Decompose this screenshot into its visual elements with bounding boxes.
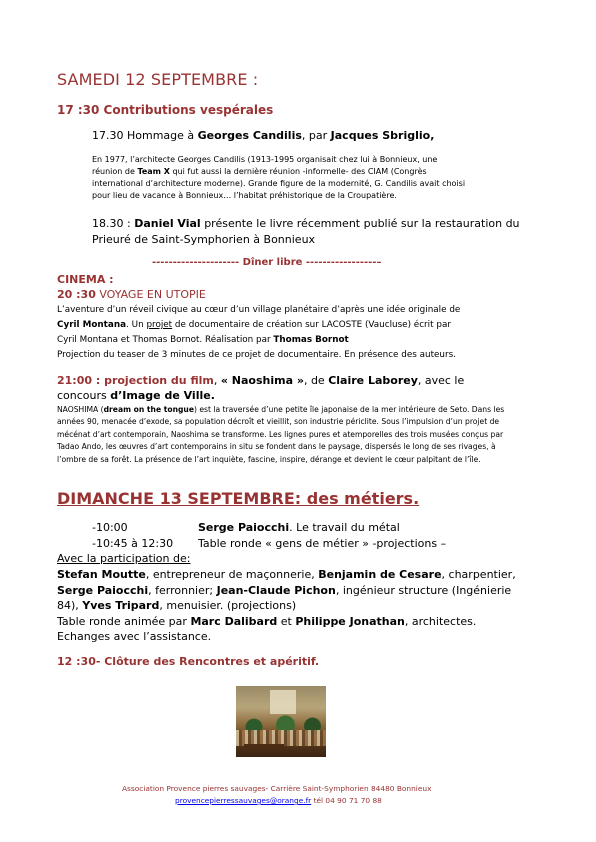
participant-name: Stefan Moutte (57, 568, 146, 581)
hommage-by: , par (301, 129, 331, 142)
naoshima-desc-line: l’ombre de sa forêt. La présence de l’art inquiète, fascine, inspire, dérange et devient le cœur palpitant de l’île. (57, 454, 481, 464)
naoshima-image: d’Image de Ville. (110, 389, 215, 402)
naoshima-desc: ) est la traversée d’une petite île japonaise de la mer intérieure de Seto. Dans les (193, 405, 505, 414)
cloture: 12 :30- Clôture des Rencontres et apéritif. (57, 655, 320, 668)
hommage-speaker: Jacques Sbriglio, (330, 129, 435, 142)
saturday-heading: SAMEDI 12 SEPTEMBRE : (57, 70, 259, 89)
sunday-heading: DIMANCHE 13 SEPTEMBRE: des métiers. (57, 489, 420, 508)
team-x: Team X (137, 167, 170, 176)
participation-label: Avec la participation de: (57, 552, 191, 565)
vial-text: présente le livre récemment publié sur la restauration du (200, 217, 520, 230)
participants-line: Echanges avec l’assistance. (57, 630, 212, 643)
row1-name: Serge Paiocchi (198, 521, 290, 534)
naoshima-desc-line: mécénat d’art contemporain, Naoshima se transforme. Les lignes pures et atemporelles des trois musées conçus par (57, 429, 504, 439)
naoshima-sep: , (213, 374, 221, 387)
diner-separator: --------------------- Dîner libre -----------------– (152, 257, 382, 268)
footer-contact (175, 796, 382, 805)
session-title-contributions: 17 :30 Contributions vespérales (57, 103, 274, 117)
participant-role: Table ronde animée par (57, 614, 191, 628)
footer-address: Association Provence pierres sauvages- Carrière Saint-Symphorien 84480 Bonnieux (122, 784, 432, 793)
participant-name: Serge Paiocchi (57, 583, 149, 597)
participant-name: Philippe Jonathan (295, 614, 405, 628)
participants-line (57, 567, 516, 583)
candilis-text: qui fut aussi la dernière réunion -informelle- des CIAM (Congrès (169, 167, 427, 176)
participant-name: Jean-Claude Pichon (216, 583, 336, 597)
participant-role: , architectes. (404, 614, 477, 628)
participants-line (57, 598, 516, 614)
naoshima-paragraph (57, 404, 504, 466)
utopie-name: Thomas Bornot (273, 335, 349, 345)
footer-phone: tél 04 90 71 70 88 (311, 796, 382, 805)
event-photo (236, 686, 326, 757)
participant-role: , charpentier, (441, 568, 516, 581)
utopie-name: Cyril Montana (57, 320, 127, 330)
sunday-row-2-time: -10:45 à 12:30 (92, 537, 174, 550)
utopie-line (57, 333, 460, 348)
cinema-title: VOYAGE EN UTOPIE (95, 288, 206, 301)
photo-table (244, 744, 284, 750)
naoshima-desc-line: années 90, menacée d’exode, sa population décroît et vieillit, son industrie périclite. Sous l’impulsion d’un projet de (57, 417, 500, 427)
naoshima-avec: , avec le (417, 374, 465, 387)
naoshima-de: , de (303, 374, 329, 387)
utopie-line (57, 318, 460, 333)
participant-role: , ingénieur structure (Ingénierie (335, 583, 512, 597)
participant-role: et (277, 614, 296, 628)
candilis-text: réunion de (92, 167, 138, 176)
participants-line (57, 583, 516, 599)
naoshima-line-1 (57, 373, 464, 388)
candilis-line (92, 166, 465, 178)
naoshima-line-2 (57, 388, 464, 403)
participant-role: 84), (57, 599, 83, 612)
vial-paragraph (92, 216, 520, 248)
participant-name: Benjamin de Cesare (318, 568, 442, 581)
cinema-session (57, 288, 206, 301)
footer-email-link[interactable]: provencepierressauvages@orange.fr (175, 796, 312, 805)
candilis-paragraph (92, 154, 465, 202)
vial-name: Daniel Vial (134, 217, 201, 230)
hommage-time: 17.30 Hommage à (92, 129, 198, 142)
vial-line-1 (92, 216, 520, 232)
candilis-line: pour lieu de vacance à Bonnieux… l’habitat préhistorique de la Croupatière. (92, 191, 397, 200)
naoshima-desc-line (57, 404, 504, 416)
utopie-line: Projection du teaser de 3 minutes de ce projet de documentaire. En présence des auteurs. (57, 350, 457, 360)
utopie-text: Cyril Montana et Thomas Bornot. Réalisation par (57, 335, 274, 345)
participants-line (57, 614, 516, 630)
naoshima-desc: NAOSHIMA ( (57, 405, 104, 414)
utopie-line: L’aventure d’un réveil civique au cœur d’un village planétaire d’après une idée originale de (57, 305, 461, 315)
naoshima-title: « Naoshima » (220, 374, 304, 387)
sunday-row-1 (198, 521, 400, 534)
cinema-time: 20 :30 (57, 288, 96, 301)
utopie-paragraph (57, 303, 460, 363)
participant-name: Yves Tripard (82, 599, 160, 612)
sunday-row-2-text: Table ronde « gens de métier » -projections – (198, 537, 447, 550)
hommage-line (92, 129, 434, 142)
utopie-text: de documentaire de création sur LACOSTE (Vaucluse) écrit par (172, 320, 451, 330)
naoshima-desc-line: Tadao Ando, les œuvres d’art contemporains in situ se fondent dans le paysage, dispersés le long de ses rivages, à (57, 442, 496, 452)
row1-text: . Le travail du métal (289, 521, 400, 534)
sunday-row-1-time: -10:00 (92, 521, 128, 534)
participant-role: , menuisier. (projections) (159, 599, 297, 612)
naoshima-author: Claire Laborey (328, 374, 418, 387)
utopie-projet: projet (146, 320, 173, 330)
candilis-line: En 1977, l’architecte Georges Candilis (1913-1995 organisait chez lui à Bonnieux, une (92, 155, 438, 164)
naoshima-time: 21:00 : projection du film (57, 374, 214, 387)
vial-time: 18.30 : (92, 217, 135, 230)
naoshima-heading (57, 373, 464, 403)
candilis-line: international d’architecture moderne). Grande figure de la modernité, G. Candilis avait choisi (92, 179, 466, 188)
utopie-text: . Un (126, 320, 147, 330)
participant-name: Marc Dalibard (190, 614, 278, 628)
vial-line-2: Prieuré de Saint-Symphorien à Bonnieux (92, 233, 316, 246)
cinema-label: CINEMA : (57, 273, 114, 286)
hommage-name: Georges Candilis (197, 129, 302, 142)
photo-window (270, 690, 296, 714)
naoshima-concours: concours (57, 389, 111, 402)
participants-block (57, 567, 516, 645)
naoshima-subtitle: dream on the tongue (103, 405, 194, 414)
participant-role: , entrepreneur de maçonnerie, (145, 568, 319, 581)
participant-role: , ferronnier; (148, 583, 217, 597)
